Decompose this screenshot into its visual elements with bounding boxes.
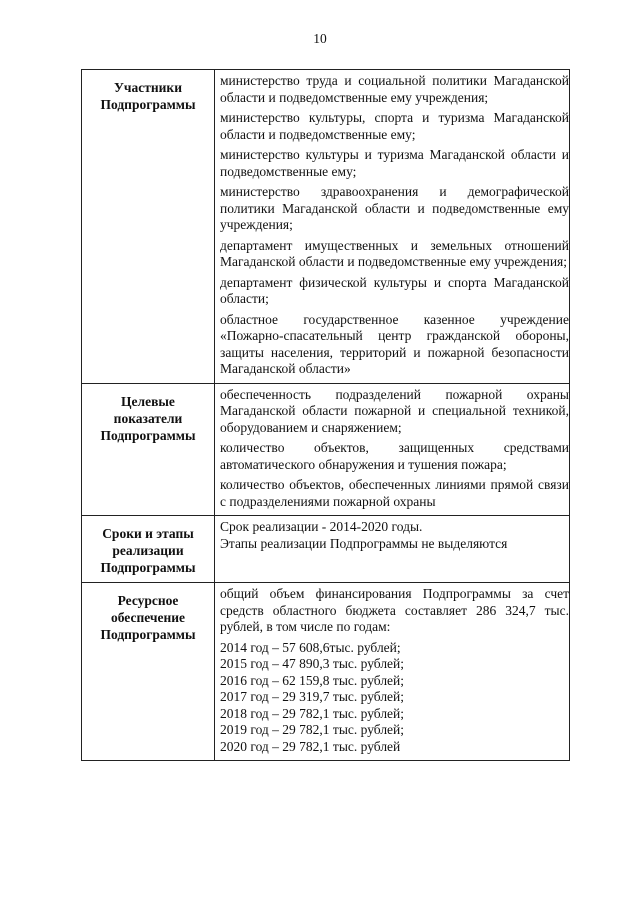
funding-intro: общий объем финансирования Подпрограммы за счет средств областного бюджета составляет 286 324,7 тыс. рублей, в том числе по годам: xyxy=(220,586,569,634)
row-label-participants xyxy=(82,70,215,384)
timing-item: Срок реализации - 2014-2020 годы. xyxy=(220,519,423,534)
funding-year-item: 2015 год – 47 890,3 тыс. рублей; xyxy=(220,656,405,671)
label-line: реализации xyxy=(112,543,184,558)
participant-item: министерство культуры, спорта и туризма Магаданской области и подведомственные ему; xyxy=(220,110,569,142)
label-line: Подпрограммы xyxy=(100,560,196,575)
page-number: 10 xyxy=(313,31,327,46)
label-line: Подпрограммы xyxy=(100,427,196,443)
row-content-funding xyxy=(215,583,570,761)
participant-item: министерство труда и социальной политики Магаданской области и подведомственные ему учреждения; xyxy=(220,73,569,105)
row-content-timing xyxy=(215,516,570,583)
label-line: Целевые xyxy=(121,393,175,409)
table-row-timing xyxy=(82,516,570,583)
subprogram-passport-table xyxy=(81,69,570,761)
table-row-funding xyxy=(82,583,570,761)
participant-item: министерство культуры и туризма Магаданской области и подведомственные ему; xyxy=(220,147,569,179)
indicator-item: количество объектов, защищенных средствами автоматического обнаружения и тушения пожара; xyxy=(220,440,569,472)
funding-year-item: 2014 год – 57 608,6тыс. рублей; xyxy=(220,639,401,655)
funding-year-item: 2017 год – 29 319,7 тыс. рублей; xyxy=(220,689,405,704)
row-content-target-indicators xyxy=(215,383,570,516)
indicator-item: обеспеченность подразделений пожарной охраны Магаданской области пожарной и специальной техникой, оборудованием и снаряжением; xyxy=(220,386,569,435)
label-line: Подпрограммы xyxy=(100,627,196,642)
indicator-item: количество объектов, обеспеченных линиями прямой связи с подразделениями пожарной охраны xyxy=(220,477,569,509)
label-line: обеспечение xyxy=(110,610,186,625)
table-row-participants xyxy=(82,70,570,384)
label-line: Сроки и этапы xyxy=(102,526,194,541)
row-content-participants xyxy=(215,70,570,384)
label-line: Участники xyxy=(113,80,182,95)
table-row-target-indicators xyxy=(82,383,570,516)
row-label-funding xyxy=(82,583,215,761)
row-label-timing xyxy=(82,516,215,583)
participant-item: областное государственное казенное учреждение «Пожарно-спасательный центр гражданской обороны, защиты населения, территорий и пожарной безопасности Магаданской области» xyxy=(220,311,569,376)
funding-year-item: 2019 год – 29 782,1 тыс. рублей; xyxy=(220,722,405,737)
funding-year-item: 2016 год – 62 159,8 тыс. рублей; xyxy=(220,672,405,688)
funding-year-item: 2018 год – 29 782,1 тыс. рублей; xyxy=(220,705,405,721)
timing-item: Этапы реализации Подпрограммы не выделяются xyxy=(220,535,508,551)
participant-item: министерство здравоохранения и демографической политики Магаданской области и подведомственные ему учреждения; xyxy=(220,184,569,232)
participant-item: департамент имущественных и земельных отношений Магаданской области и подведомственные ему учреждения; xyxy=(220,237,569,269)
label-line: показатели xyxy=(113,410,183,426)
label-line: Подпрограммы xyxy=(100,97,196,112)
row-label-target-indicators xyxy=(82,383,215,516)
participant-item: департамент физической культуры и спорта Магаданской области; xyxy=(220,274,569,306)
label-line: Ресурсное xyxy=(117,593,179,608)
funding-year-item: 2020 год – 29 782,1 тыс. рублей xyxy=(220,738,401,754)
